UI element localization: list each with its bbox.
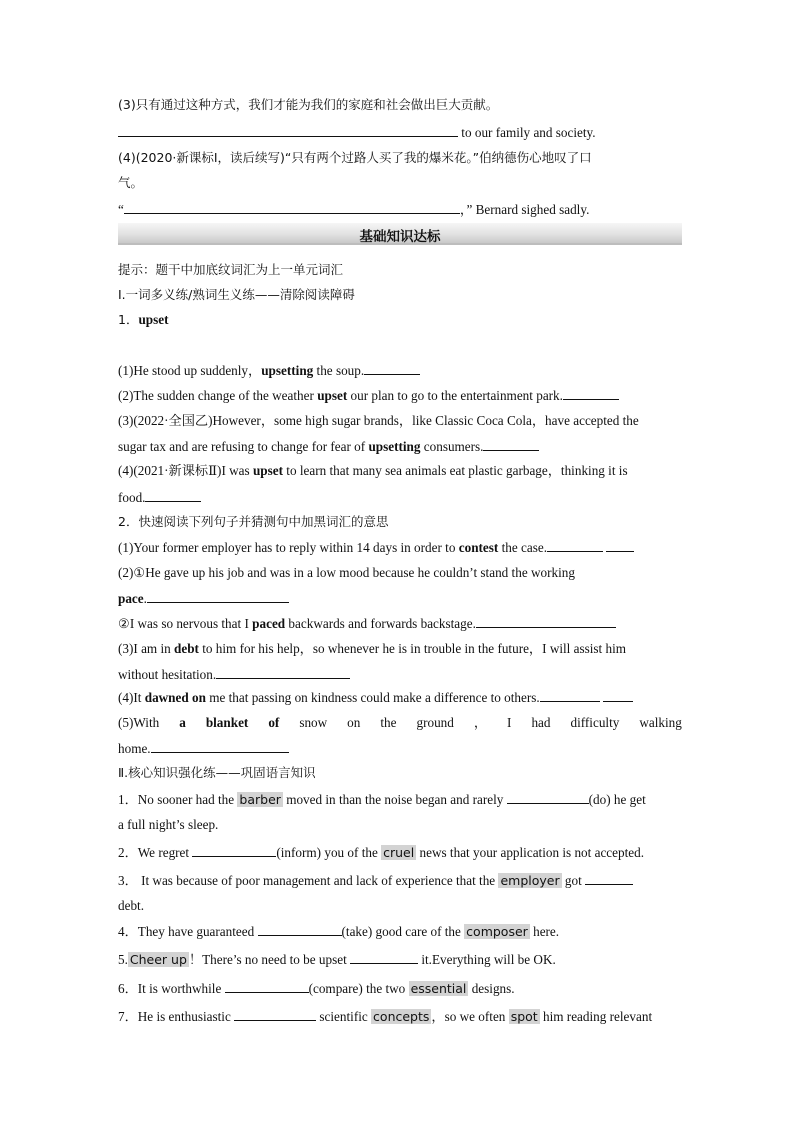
debt-sentence: (3)I am in debt to him for his help，so whenever he is in trouble in the future，I will assist him — [118, 641, 627, 656]
exercise-1-cont: a full night’s sleep. — [118, 817, 219, 832]
q3-chinese: (3)只有通过这种方式，我们才能为我们的家庭和社会做出巨大贡献。 — [118, 97, 499, 112]
section2-title: Ⅱ.核心知识强化练——巩固语言知识 — [118, 765, 316, 780]
exercise-6: 6．It is worthwhile (compare) the two essential designs. — [118, 981, 515, 996]
item2-heading: 2．快速阅读下列句子并猜测句中加黑词汇的意思 — [118, 514, 389, 529]
answer-blank[interactable] — [603, 689, 633, 702]
answer-blank[interactable] — [483, 438, 539, 451]
exercise-5: 5. Cheer up ！There’s no need to be upset it.Everything will be OK. — [118, 952, 556, 967]
answer-blank[interactable] — [118, 124, 458, 137]
highlighted-word: cruel — [383, 845, 415, 860]
answer-blank[interactable] — [585, 872, 633, 885]
hint-text: 提示：题干中加底纹词汇为上一单元词汇 — [118, 262, 344, 277]
q3-english-line: to our family and society. — [118, 124, 596, 141]
highlighted-word: spot — [510, 1009, 538, 1024]
q4-chinese: (4)(2020·新课标Ⅰ，读后续写)“只有两个过路人买了我的爆米花。”伯纳德伤心地叹了口 — [118, 150, 592, 165]
highlighted-word: concepts — [373, 1009, 430, 1024]
sentence-3: (3)(2022·全国乙)However，some high sugar brands，like Classic Coca Cola，have accepted the — [118, 413, 639, 428]
dawned-sentence: (4)It dawned on me that passing on kindness could make a difference to others. — [118, 689, 633, 706]
answer-blank[interactable] — [507, 791, 589, 804]
answer-blank[interactable] — [145, 489, 201, 502]
answer-blank[interactable] — [234, 1008, 316, 1021]
answer-blank[interactable] — [350, 951, 418, 964]
highlighted-word: essential — [410, 981, 467, 996]
answer-blank[interactable] — [364, 362, 420, 375]
item1-heading: 1．upset — [118, 312, 169, 327]
answer-blank[interactable] — [606, 539, 634, 552]
contest-sentence: (1)Your former employer has to reply within 14 days in order to contest the case. — [118, 539, 634, 556]
highlighted-word: barber — [239, 792, 281, 807]
exercise-4: 4．They have guaranteed (take) good care of the composer here. — [118, 924, 560, 939]
answer-blank[interactable] — [124, 201, 460, 214]
answer-blank[interactable] — [151, 740, 289, 753]
answer-blank[interactable] — [547, 539, 603, 552]
section1-title: Ⅰ.一词多义练/熟词生义练——清除阅读障碍 — [118, 287, 355, 302]
blanket-sentence-cont: home. — [118, 740, 289, 757]
exercise-3: 3． It was because of poor management and lack of experience that the employer got — [118, 872, 633, 889]
pace-sentence-cont: pace. — [118, 590, 289, 607]
pace-sentence: (2)①He gave up his job and was in a low mood because he couldn’t stand the working — [118, 565, 575, 580]
answer-blank[interactable] — [540, 689, 600, 702]
answer-blank[interactable] — [476, 615, 616, 628]
blanket-sentence: (5)With a blanket of snow on the ground ， I had difficulty walking — [118, 715, 682, 730]
sentence-1: (1)He stood up suddenly，upsetting the soup. — [118, 362, 420, 379]
answer-blank[interactable] — [563, 387, 619, 400]
sentence-4: (4)(2021·新课标Ⅱ)I was upset to learn that many sea animals eat plastic garbage，thinking it is — [118, 463, 628, 478]
answer-blank[interactable] — [216, 666, 350, 679]
highlighted-word: composer — [466, 924, 528, 939]
answer-blank[interactable] — [225, 980, 309, 993]
answer-blank[interactable] — [147, 590, 289, 603]
exercise-1: 1．No sooner had the barber moved in than the noise began and rarely (do) he get — [118, 792, 646, 807]
banner-title: 基础知识达标 — [359, 229, 441, 245]
highlighted-phrase: Cheer up — [129, 952, 187, 967]
highlighted-word: employer — [500, 873, 560, 888]
q4-chinese-cont: 气。 — [118, 175, 144, 190]
exercise-7: 7．He is enthusiastic scientific concepts ，so we often spot him reading relevant — [118, 1009, 653, 1024]
answer-blank[interactable] — [258, 923, 342, 936]
sentence-3-cont: sugar tax and are refusing to change for fear of upsetting consumers. — [118, 438, 539, 455]
sentence-2: (2)The sudden change of the weather upset our plan to go to the entertainment park. — [118, 387, 619, 404]
sentence-4-cont: food. — [118, 489, 201, 506]
exercise-3-cont: debt. — [118, 898, 145, 913]
exercise-2: 2．We regret (inform) you of the cruel news that your application is not accepted. — [118, 845, 645, 860]
section-banner — [118, 223, 682, 245]
q4-english-line: “ ，” Bernard sighed sadly. — [118, 202, 590, 217]
answer-blank[interactable] — [192, 844, 276, 857]
debt-sentence-cont: without hesitation. — [118, 666, 350, 683]
paced-sentence: ②I was so nervous that I paced backwards and forwards backstage. — [118, 615, 616, 632]
